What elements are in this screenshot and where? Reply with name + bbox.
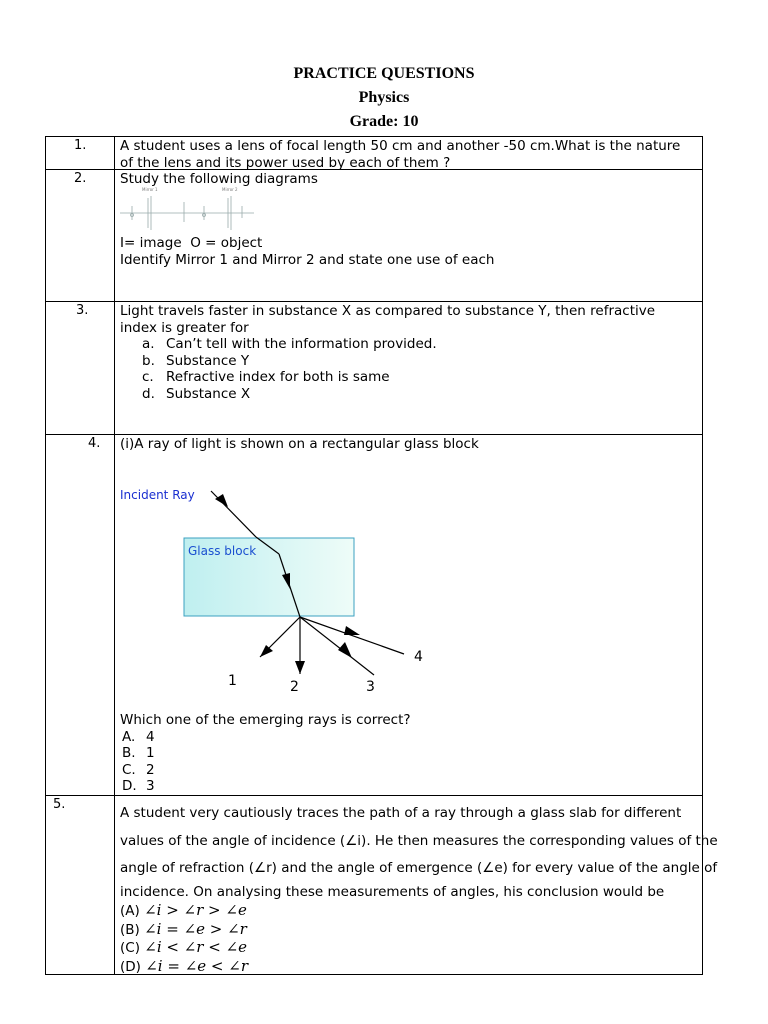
option-text: 1 <box>146 745 155 761</box>
option-text: Refractive index for both is same <box>166 369 390 385</box>
option-letter: C. <box>122 761 136 778</box>
answer-option <box>120 958 698 977</box>
question-text-line: index is greater for <box>120 319 249 336</box>
answer-options <box>120 902 698 976</box>
ray-label-4: 4 <box>414 649 423 665</box>
option-text: Substance X <box>166 385 251 402</box>
question-number <box>46 302 115 434</box>
question-text-line: Study the following diagrams <box>120 171 318 187</box>
option-expression: ∠i > ∠r > ∠e <box>144 901 247 919</box>
number-label: 5. <box>53 797 66 812</box>
mirror-diagram <box>118 186 258 236</box>
question-content-lower <box>120 712 698 795</box>
number-label: 2. <box>74 171 87 186</box>
mirror-1-label: Mirror 1 <box>142 187 158 192</box>
grade-heading: Grade: 10 <box>349 113 419 130</box>
question-text-line: incidence. On analysing these measurements of angles, his conclusion would be <box>120 883 665 900</box>
question-text-line: Identify Mirror 1 and Mirror 2 and state one use of each <box>120 251 495 268</box>
answer-option <box>120 386 698 403</box>
number-label: 4. <box>88 436 101 451</box>
question-number <box>46 170 115 301</box>
question-text-line: values of the angle of incidence (∠i). He then measures the corresponding values of the <box>120 832 718 849</box>
option-expression: ∠i < ∠r < ∠e <box>144 938 248 956</box>
option-letter: a. <box>142 336 155 352</box>
option-letter: (D) <box>120 958 141 975</box>
question-row-2 <box>45 169 703 302</box>
question-content <box>120 436 698 453</box>
question-content <box>120 138 698 171</box>
answer-option <box>120 369 698 386</box>
answer-option <box>120 939 698 958</box>
option-letter: c. <box>142 369 154 385</box>
option-letter: B. <box>122 745 136 761</box>
option-text: Substance Y <box>166 352 250 369</box>
question-text-line: angle of refraction (∠r) and the angle of emergence (∠e) for every value of the angle of <box>120 860 718 876</box>
question-text-line: Light travels faster in substance X as compared to substance Y, then refractive <box>120 303 656 319</box>
glass-block-label: Glass block <box>188 544 257 558</box>
answer-option <box>120 921 698 940</box>
question-text-line: Which one of the emerging rays is correct? <box>120 712 411 728</box>
document-title: PRACTICE QUESTIONS <box>293 65 475 82</box>
question-number <box>46 796 115 974</box>
option-letter: D. <box>122 778 137 794</box>
answer-option <box>120 336 698 353</box>
question-row-3 <box>45 301 703 435</box>
ray-label-3: 3 <box>366 679 375 694</box>
answer-option <box>120 745 698 762</box>
option-letter: A. <box>122 728 136 745</box>
question-text-line: (i)A ray of light is shown on a rectangular glass block <box>120 436 479 452</box>
option-letter: b. <box>142 352 155 369</box>
question-row-5 <box>45 795 718 975</box>
question-text-line: A student very cautiously traces the path of a ray through a glass slab for different <box>120 805 682 821</box>
option-text: 4 <box>146 728 155 745</box>
ray-label-1: 1 <box>228 673 237 689</box>
option-letter: (A) <box>120 903 140 919</box>
question-text-line: A student uses a lens of focal length 50 cm and another -50 cm.What is the nature <box>120 138 681 154</box>
answer-option <box>120 762 698 779</box>
answer-option <box>120 353 698 370</box>
question-content-lower <box>120 235 698 268</box>
mirror-2-label: Mirror 2 <box>222 187 238 192</box>
answer-option <box>120 902 698 921</box>
incident-ray-label: Incident Ray <box>120 488 195 502</box>
option-text: 2 <box>146 761 155 778</box>
option-text: Can’t tell with the information provided. <box>166 336 437 352</box>
number-label: 1. <box>74 138 87 153</box>
question-content <box>120 800 718 901</box>
option-letter: d. <box>142 385 155 402</box>
question-number <box>46 435 115 795</box>
question-content <box>120 303 698 402</box>
subject-heading: Physics <box>358 89 410 106</box>
number-label: 3. <box>76 303 89 318</box>
option-letter: (C) <box>120 940 140 956</box>
question-text-line: of the lens and its power used by each of them ? <box>120 154 451 171</box>
answer-option <box>120 729 698 746</box>
question-row-1 <box>45 136 703 170</box>
answer-option <box>120 778 698 795</box>
option-letter: (B) <box>120 921 140 938</box>
ray-label-2: 2 <box>290 679 299 694</box>
option-text: 3 <box>146 778 155 794</box>
option-expression: ∠i = ∠e > ∠r <box>144 919 247 938</box>
diagram-legend: I= image O = object <box>120 235 263 251</box>
glass-block-diagram <box>116 479 446 694</box>
question-number <box>46 137 115 169</box>
option-expression: ∠i = ∠e < ∠r <box>145 956 248 975</box>
question-row-4 <box>45 434 703 796</box>
